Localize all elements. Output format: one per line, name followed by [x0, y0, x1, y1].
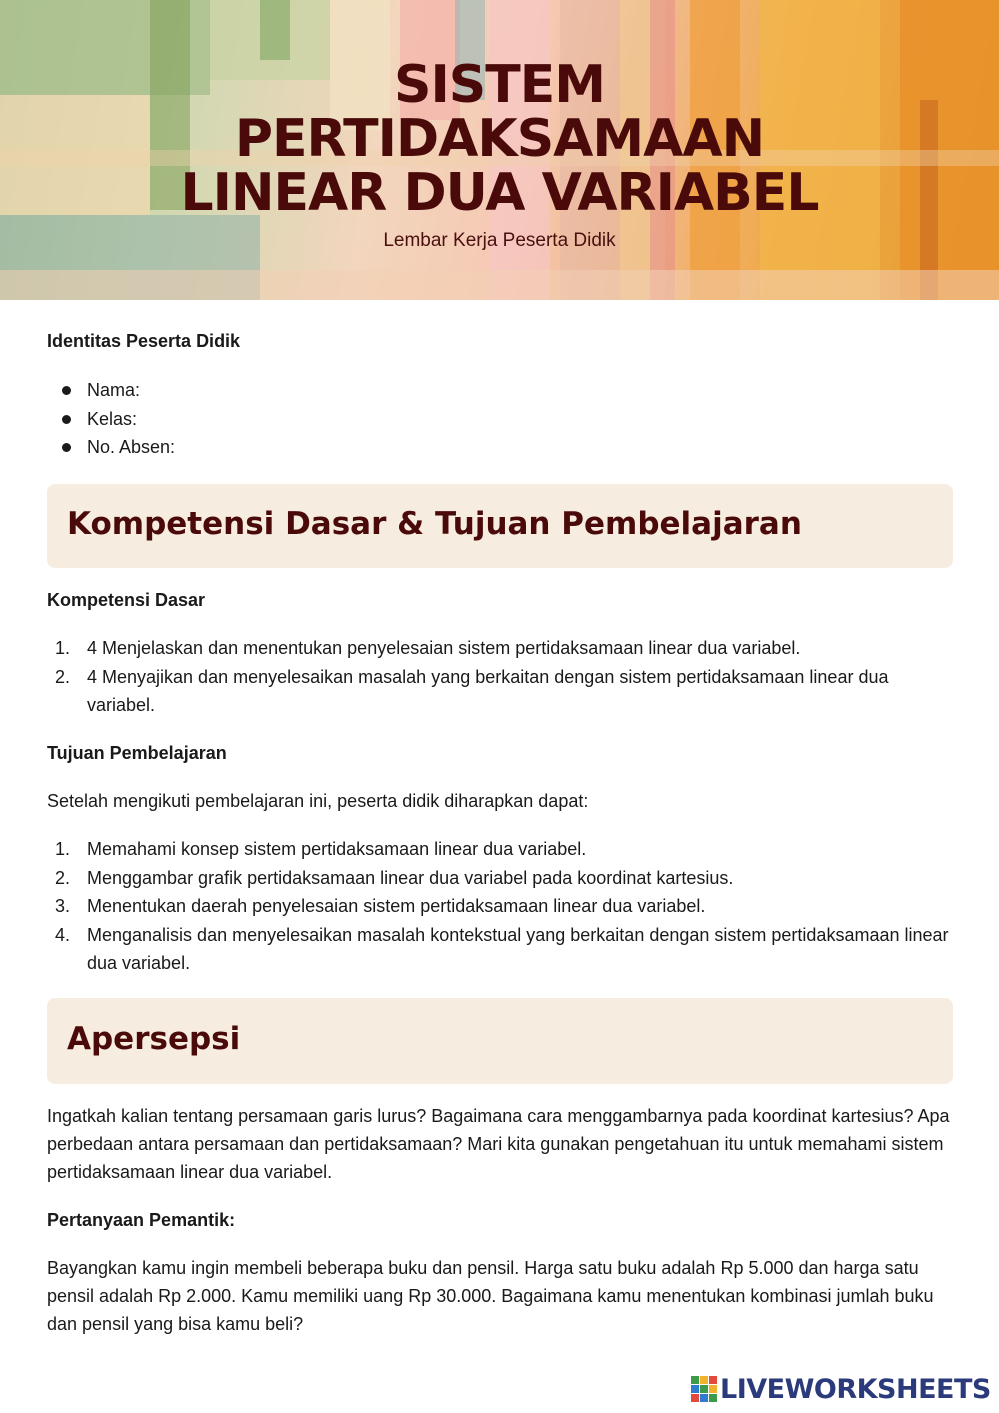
identity-field-kelas — [47, 405, 953, 434]
kd-list — [47, 634, 953, 720]
logo-text: LIVEWORKSHEETS — [720, 1373, 991, 1405]
section-title: Kompetensi Dasar & Tujuan Pembelajaran — [67, 506, 802, 542]
field-label: Nama: — [87, 380, 141, 400]
list-item — [47, 835, 953, 864]
list-number: 1. — [55, 638, 71, 658]
list-item — [47, 864, 953, 893]
list-text: 4 Menyajikan dan menyelesaikan masalah yang berkaitan dengan sistem pertidaksamaan linear dua variabel. — [87, 666, 889, 715]
list-text: Memahami konsep sistem pertidaksamaan linear dua variabel. — [87, 839, 587, 859]
list-number: 2. — [55, 867, 71, 888]
list-text: 4 Menjelaskan dan menentukan penyelesaian sistem pertidaksamaan linear dua variabel. — [87, 638, 801, 658]
section-banner-apersepsi — [47, 998, 953, 1084]
section-title: Apersepsi — [67, 1021, 241, 1057]
list-number: 2. — [55, 666, 71, 687]
worksheet-title — [0, 55, 999, 223]
kd-heading: Kompetensi Dasar — [47, 590, 206, 610]
apersepsi-intro: Ingatkah kalian tentang persamaan garis lurus? Bagaimana cara menggambarnya pada koordinat kartesius? Apa perbedaan antara persamaan dan pertidaksamaan? Mari kita gunakan pengetahuan itu untuk memahami sistem pertidaksamaan linear dua variabel. — [47, 1106, 950, 1182]
identity-field-nama — [47, 376, 953, 405]
list-number: 1. — [55, 839, 71, 859]
list-text: Menggambar grafik pertidaksamaan linear dua variabel pada koordinat kartesius. — [87, 867, 734, 888]
identity-list — [47, 376, 953, 462]
tp-list — [47, 835, 953, 978]
bullet-icon — [62, 415, 71, 424]
section-banner-kompetensi — [47, 484, 953, 568]
bullet-icon — [62, 386, 71, 395]
worksheet-subtitle: Lembar Kerja Peserta Didik — [383, 230, 616, 251]
question-text: Bayangkan kamu ingin membeli beberapa buku dan pensil. Harga satu buku adalah Rp 5.000 dan harga satu pensil adalah Rp 2.000. Kamu memiliki uang Rp 30.000. Bagaimana kamu menentukan kombinasi jumlah buku dan pensil yang bisa kamu beli? — [47, 1258, 934, 1334]
identity-field-absen — [47, 433, 953, 462]
liveworksheets-logo[interactable] — [691, 1371, 991, 1407]
tp-heading: Tujuan Pembelajaran — [47, 743, 227, 763]
list-item — [47, 634, 953, 663]
tp-intro: Setelah mengikuti pembelajaran ini, peserta didik diharapkan dapat: — [47, 791, 589, 811]
field-label: No. Absen: — [87, 437, 176, 457]
title-line-3: LINEAR DUA VARIABEL — [180, 163, 819, 223]
question-heading: Pertanyaan Pemantik: — [47, 1210, 236, 1230]
field-label: Kelas: — [87, 408, 138, 429]
bullet-icon — [62, 443, 71, 452]
title-line-2: PERTIDAKSAMAAN — [234, 109, 765, 169]
logo-icon — [691, 1376, 717, 1402]
list-text: Menentukan daerah penyelesaian sistem pertidaksamaan linear dua variabel. — [87, 896, 706, 916]
header-banner — [0, 0, 999, 300]
list-text: Menganalisis dan menyelesaikan masalah kontekstual yang berkaitan dengan sistem pertidaksamaan linear dua variabel. — [87, 924, 949, 973]
list-item — [47, 663, 953, 720]
identity-heading: Identitas Peserta Didik — [47, 331, 241, 351]
title-line-1: SISTEM — [394, 55, 605, 115]
list-item — [47, 892, 953, 921]
list-number: 4. — [55, 924, 71, 945]
list-number: 3. — [55, 896, 71, 916]
list-item — [47, 921, 953, 978]
